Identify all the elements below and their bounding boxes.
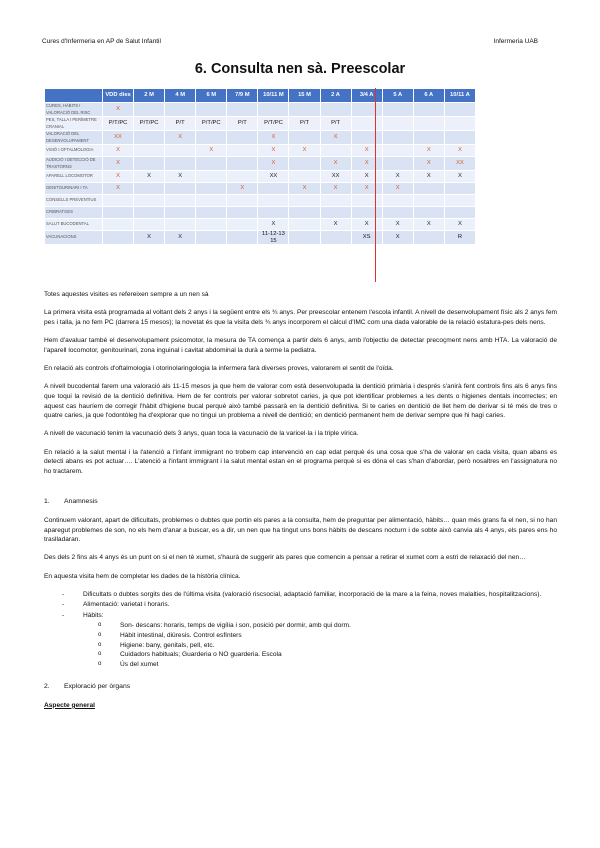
- table-cell: X: [320, 219, 351, 231]
- row-label: VALORACIÓ DEL DESENVOLUPAMENT: [45, 131, 103, 145]
- column-header: 15 M: [289, 89, 320, 103]
- row-label: APARELL LOCOMOTOR: [45, 171, 103, 183]
- row-label: VACUNACIONS: [45, 231, 103, 245]
- row-label: AUDICIÓ I DETECCIÓ DE TRASTORNS: [45, 157, 103, 171]
- table-cell: [227, 157, 258, 171]
- paragraph: A nivell bucodental farem una valoració als 11-15 mesos ja que hem de valorar com està desenvolupada la dentició primària i després s'anirà fent controls fins als 6 anys fins que toqui la revisió de la dentició definitiva. Hem de fer controls per valorar sobretot caries, ja que pot identificar problemes a les dents o higienes dentals incorrectes; en aquest cas hauríem de corregir l'hàbit d'higiene bucal perquè això també passarà en la dentició definitiva. Si te caries en dentició de llet hem de derivar si té més de tres o quatre caries, ja que l'odontòleg ha d'explorar que no tingui un problema a nivell de dentició; en dentició permanent hem de derivar sempre que hi hagi caries.: [44, 382, 557, 420]
- table-row: [45, 145, 476, 157]
- table-cell: X: [413, 145, 444, 157]
- sublist-item: o Son- descans: horaris, temps de vigília i son, posició per dormir, amb qui dorm.: [83, 621, 557, 631]
- subsection-title: Aspecte general: [44, 701, 95, 709]
- table-cell: [103, 231, 134, 245]
- table-cell: [289, 131, 320, 145]
- table-cell: [351, 195, 382, 207]
- table-cell: [134, 131, 165, 145]
- column-header: 2 A: [320, 89, 351, 103]
- table-cell: [227, 219, 258, 231]
- table-cell: X: [103, 171, 134, 183]
- table-cell: XS: [351, 231, 382, 245]
- column-header: 4 M: [165, 89, 196, 103]
- table-cell: X: [258, 131, 289, 145]
- section-number: 1.: [44, 497, 50, 505]
- paragraph: En relació a la salut mental i la l'atenció a l'infant immigrant no trobem cap intervenció en cap edat perquè és una cosa que s'ha de valorar en cada visita, quan abans es detecti abans es pot actuar…. L'atenció a l'infant immigrant i la salut mental estan en el programa perquè si es dóna el cas s'han d'abordar, però nosaltres en l'assignatura no ho tractarem.: [44, 448, 557, 476]
- column-header: 10/11 M: [258, 89, 289, 103]
- row-label: SALUT BUCODENTAL: [45, 219, 103, 231]
- sublist-item: o Cuidadors habituals; Guarderia o NO guarderia. Escola: [83, 650, 557, 660]
- table-cell: [444, 183, 475, 195]
- column-header: 7/9 M: [227, 89, 258, 103]
- table-cell: [165, 219, 196, 231]
- table-cell: P/T: [165, 117, 196, 131]
- table-cell: [134, 183, 165, 195]
- paragraph: A nivell de vacunació tenim la vacunació dels 3 anys, quan toca la vacunació de la varicel·la i la triple vírica.: [44, 430, 359, 438]
- table-cell: X: [103, 157, 134, 171]
- table-cell: [444, 103, 475, 117]
- table-cell: [227, 207, 258, 219]
- table-cell: [258, 207, 289, 219]
- table-cell: [444, 207, 475, 219]
- table-cell: [258, 103, 289, 117]
- table-cell: X: [351, 219, 382, 231]
- paragraph: Continuem valorant, apart de dificultats, problemes o dubtes que portin els pares a la consulta, hem de preguntar per alimentació, hàbits… quan més grans fa el nen, si no han aparegut problemes de son, no els hem d'anar a buscar, es a dir, un nen que ha tingut uns bons hàbits de descans nocturn i de sobte això canvia als 4 anys, els pares ens ho traslladaran.: [44, 516, 557, 544]
- table-cell: XX: [444, 157, 475, 171]
- section-heading-exploracio: [44, 682, 557, 692]
- table-cell: [382, 131, 413, 145]
- table-cell: [320, 145, 351, 157]
- table-cell: [289, 207, 320, 219]
- table-cell: [289, 231, 320, 245]
- table-cell: P/T: [227, 117, 258, 131]
- table-cell: X: [227, 183, 258, 195]
- table-cell: X: [165, 171, 196, 183]
- age-divider-line: [375, 88, 376, 282]
- table-cell: X: [103, 103, 134, 117]
- table-cell: X: [382, 171, 413, 183]
- table-cell: [289, 195, 320, 207]
- table-cell: [196, 103, 227, 117]
- table-row: [45, 207, 476, 219]
- table-cell: [351, 117, 382, 131]
- table-cell: [382, 145, 413, 157]
- table-cell: [103, 219, 134, 231]
- table-cell: [413, 103, 444, 117]
- table-cell: [444, 131, 475, 145]
- table-cell: [413, 131, 444, 145]
- table-cell: [165, 183, 196, 195]
- table-cell: [413, 231, 444, 245]
- table-cell: [196, 183, 227, 195]
- table-cell: [165, 103, 196, 117]
- table-cell: X: [134, 171, 165, 183]
- table-cell: P/T/PC: [103, 117, 134, 131]
- column-header: 5 A: [382, 89, 413, 103]
- table-cell: [227, 145, 258, 157]
- row-label: CURES, HÀBITS I VALORACIÓ DEL RISC: [45, 103, 103, 117]
- paragraph: Des dels 2 fins als 4 anys és un punt on si el nen té xumet, s'haurà de suggerir als pares que comencin a pensar a retirar el xumet com a estri de relaxació del nen…: [44, 554, 526, 562]
- sublist-item: o Higiene: bany, genitals, pell, etc.: [83, 641, 557, 651]
- table-cell: [444, 117, 475, 131]
- table-row: [45, 195, 476, 207]
- paragraph: En relació als controls d'oftalmologia i otorinolaringologia la infermera farà diverses proves, valorarem el sentit de l'oïda.: [44, 364, 394, 372]
- table-cell: [134, 207, 165, 219]
- table-cell: [413, 183, 444, 195]
- table-cell: X: [103, 145, 134, 157]
- table-cell: [227, 171, 258, 183]
- paragraph: En aquesta visita hem de completar les dades de la història clínica.: [44, 572, 241, 580]
- table-cell: [165, 145, 196, 157]
- table-row: [45, 131, 476, 145]
- table-cell: [351, 103, 382, 117]
- table-cell: [196, 157, 227, 171]
- table-cell: [320, 195, 351, 207]
- table-row: [45, 117, 476, 131]
- table-cell: [413, 195, 444, 207]
- table-cell: [196, 131, 227, 145]
- table-cell: X: [258, 157, 289, 171]
- table-row: [45, 171, 476, 183]
- table-cell: X: [289, 183, 320, 195]
- table-cell: X: [351, 157, 382, 171]
- table-cell: X: [413, 171, 444, 183]
- table-cell: X: [258, 145, 289, 157]
- table-cell: X: [103, 183, 134, 195]
- table-cell: 11-12-13 15: [258, 231, 289, 245]
- sublist-item: o Ús del xumet: [83, 660, 557, 670]
- table-cell: X: [444, 219, 475, 231]
- table-cell: XX: [320, 171, 351, 183]
- anamnesis-list: [44, 590, 557, 670]
- section-title: Anamnesis: [64, 497, 98, 505]
- table-cell: [289, 103, 320, 117]
- table-cell: XX: [103, 131, 134, 145]
- table-cell: R: [444, 231, 475, 245]
- table-cell: [382, 157, 413, 171]
- table-cell: [196, 231, 227, 245]
- section-title: Exploració per òrgans: [64, 682, 131, 690]
- table-cell: [413, 207, 444, 219]
- table-cell: [103, 195, 134, 207]
- corner-cell: [45, 89, 103, 103]
- table-cell: [134, 219, 165, 231]
- table-cell: X: [382, 183, 413, 195]
- list-item: - Dificultats o dubtes sorgits des de l'última visita (valoració riscsocial, adaptació familiar, incorporació de la mare a la feina, noves malalties, hospitalitzacions).: [44, 590, 557, 600]
- table-cell: P/T/PC: [134, 117, 165, 131]
- table-cell: [289, 219, 320, 231]
- table-cell: [382, 207, 413, 219]
- table-cell: X: [351, 145, 382, 157]
- paragraph: La primera visita està programada al voltant dels 2 anys i la següent entre els ¾ anys. Per preescolar entenem l'escola infantil. A nivell de desenvolupament físic als 2 anys fem pes i talla, ja no fem PC (darrera 15 mesos); la novetat és que la visita dels ¾ anys incorporem el càlcul d'IMC com una dada valorable de la relació estatura-pes dels nens.: [44, 309, 557, 326]
- table-cell: X: [351, 183, 382, 195]
- table-cell: X: [351, 171, 382, 183]
- table-cell: [382, 103, 413, 117]
- table-cell: [196, 207, 227, 219]
- table-cell: X: [382, 219, 413, 231]
- table-cell: [165, 195, 196, 207]
- table-cell: X: [289, 145, 320, 157]
- table-cell: [196, 195, 227, 207]
- table-cell: X: [258, 219, 289, 231]
- table-cell: [258, 183, 289, 195]
- table-cell: X: [382, 231, 413, 245]
- header-course: Cures d'Infermeria en AP de Salut Infantil: [42, 38, 161, 45]
- row-label: CONSELLS PREVENTIUS: [45, 195, 103, 207]
- table-cell: [320, 103, 351, 117]
- table-cell: [134, 103, 165, 117]
- table-cell: [258, 195, 289, 207]
- table-row: [45, 219, 476, 231]
- table-row: [45, 157, 476, 171]
- table-cell: X: [320, 157, 351, 171]
- column-header: 6 A: [413, 89, 444, 103]
- column-header: VDD dies: [103, 89, 134, 103]
- table-cell: X: [320, 131, 351, 145]
- table-cell: [413, 117, 444, 131]
- page-header: [42, 38, 538, 45]
- table-cell: P/T/PC: [196, 117, 227, 131]
- row-label: GENITOURINARI I TA: [45, 183, 103, 195]
- document-body: [44, 290, 557, 711]
- table-cell: [289, 157, 320, 171]
- table-cell: [320, 231, 351, 245]
- table-cell: [444, 195, 475, 207]
- row-label: VISIÓ I OFTALMOLOGIA: [45, 145, 103, 157]
- table-cell: [227, 131, 258, 145]
- table-body: [45, 103, 476, 245]
- table-cell: X: [413, 219, 444, 231]
- paragraph: Totes aquestes visites es refereixen sempre a un nen sà: [44, 291, 209, 298]
- table-cell: P/T/PC: [258, 117, 289, 131]
- table-cell: [227, 195, 258, 207]
- table-cell: P/T: [289, 117, 320, 131]
- list-item-label: Hàbits:: [83, 612, 104, 620]
- page-title: 6. Consulta nen sà. Preescolar: [194, 61, 406, 77]
- table-cell: [134, 195, 165, 207]
- table-cell: X: [444, 171, 475, 183]
- table-cell: X: [134, 231, 165, 245]
- column-header: 6 M: [196, 89, 227, 103]
- visit-schedule-table: [44, 88, 476, 245]
- sublist-item: o Hàbit intestinal, diüresis. Control esfínters: [83, 631, 557, 641]
- column-header: 3/4 A: [351, 89, 382, 103]
- habits-sublist: [83, 621, 557, 670]
- table-cell: P/T: [320, 117, 351, 131]
- table-cell: [134, 157, 165, 171]
- paragraph: Hem d'avaluar també el desenvolupament psicomotor, la mesura de TA comença a partir dels 6 anys, amb l'objectiu de detectar precoçment nens amb HTA. La valoració de l'aparell locomotor, genitourinari, zona inguinal i cavitat abdominal la durà a terme la pediatra.: [44, 336, 557, 354]
- section-heading-anamnesis: [44, 497, 557, 507]
- table-cell: [227, 103, 258, 117]
- table-row: [45, 183, 476, 195]
- table-cell: [134, 145, 165, 157]
- table-cell: [382, 117, 413, 131]
- table-cell: X: [165, 231, 196, 245]
- row-label: PES, TALLA I PERÍMETRE CRANIAL: [45, 117, 103, 131]
- column-header: 10/11 A: [444, 89, 475, 103]
- table-cell: X: [165, 131, 196, 145]
- table-header-row: [45, 89, 476, 103]
- list-item: [44, 611, 557, 670]
- table-cell: [165, 157, 196, 171]
- table-cell: X: [413, 157, 444, 171]
- table-cell: [289, 171, 320, 183]
- table-cell: [103, 207, 134, 219]
- table-cell: [382, 195, 413, 207]
- table-row: [45, 103, 476, 117]
- table-cell: X: [320, 183, 351, 195]
- section-number: 2.: [44, 682, 50, 690]
- table-cell: [196, 171, 227, 183]
- header-institution: Infermeria UAB: [493, 38, 538, 45]
- table-cell: [227, 231, 258, 245]
- table-cell: X: [444, 145, 475, 157]
- table-row: [45, 231, 476, 245]
- table-cell: [165, 207, 196, 219]
- table-cell: [196, 219, 227, 231]
- row-label: CRIBRATGES: [45, 207, 103, 219]
- table-cell: XX: [258, 171, 289, 183]
- list-item: - Alimentació: varietat i horaris.: [44, 600, 557, 610]
- table-cell: [351, 131, 382, 145]
- table-cell: [320, 207, 351, 219]
- column-header: 2 M: [134, 89, 165, 103]
- table-cell: [351, 207, 382, 219]
- table-cell: X: [196, 145, 227, 157]
